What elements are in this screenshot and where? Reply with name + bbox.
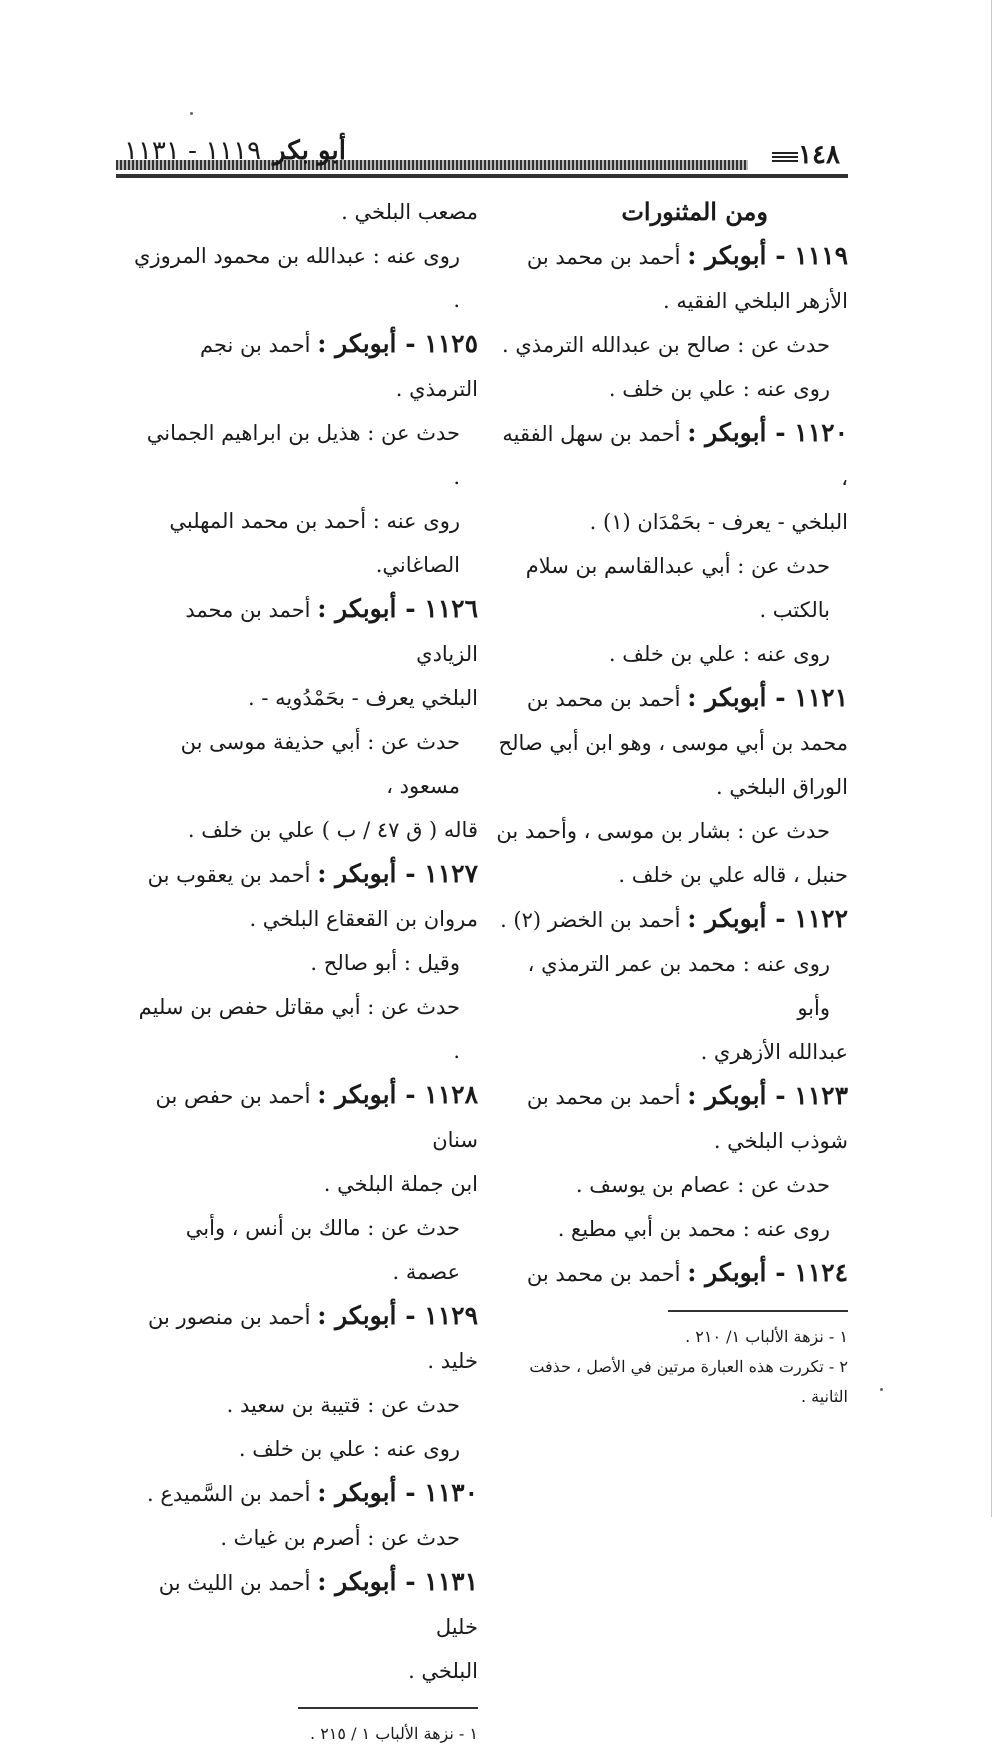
text-line (134, 1206, 478, 1294)
scan-speck (190, 112, 193, 115)
line-text: الأزهر البلخي الفقيه . (663, 289, 848, 313)
text-line (496, 544, 848, 632)
footnote-rule (668, 1310, 848, 1312)
line-text: روى عنه : علي بن خلف . (238, 1437, 460, 1461)
line-text: روى عنه : علي بن خلف . (608, 377, 830, 401)
entry-heading-line (496, 1074, 848, 1119)
line-text: حدث عن : هذيل بن ابراهيم الجماني . (146, 421, 460, 489)
line-text: وقيل : أبو صالح . (310, 951, 460, 975)
entry-number: ١١١٩ - أبوبكر : (687, 241, 848, 270)
footnote: ١ - نزهة الألباب ١ / ٢١٥ . (310, 1724, 478, 1743)
scan-speck (880, 1388, 883, 1391)
entry-number: ١١٢٤ - أبوبكر : (687, 1258, 848, 1287)
header-rule (116, 174, 848, 178)
line-text: أحمد بن سهل الفقيه ، (502, 422, 848, 490)
page-number-text: ١٤٨ (798, 140, 840, 170)
entry-heading-line (134, 587, 478, 676)
line-text: حدث عن : قتيبة بن سعيد . (226, 1393, 460, 1417)
line-text: الوراق البلخي . (716, 775, 848, 799)
running-title-text: أبو بكر (273, 136, 346, 166)
text-line (134, 1649, 478, 1693)
entry-heading-line (496, 1251, 848, 1296)
line-text: أحمد بن الليث بن خليل (158, 1571, 478, 1639)
text-line (134, 499, 478, 587)
text-line (496, 632, 848, 676)
line-text: روى عنه : أحمد بن محمد المهلبي الصاغاني. (169, 509, 460, 577)
entry-heading-line (496, 234, 848, 279)
entry-heading-line (134, 1294, 478, 1339)
text-line (496, 1030, 848, 1074)
footnote: ١ - نزهة الألباب ١/ ٢١٠ . (685, 1327, 848, 1346)
line-text: أحمد بن حفص بن سنان (155, 1084, 478, 1152)
line-text: حدث عن : أبي حذيفة موسى بن مسعود ، (180, 730, 460, 798)
entry-heading-line (496, 897, 848, 942)
line-text: أحمد بن نجم الترمذي . (199, 333, 478, 401)
text-line (496, 1163, 848, 1207)
line-text: البلخي يعرف - بحَمْدُويه - . (248, 686, 478, 710)
entry-number: ١١٢٢ - أبوبكر : (687, 904, 848, 933)
footnote: الثانية . (800, 1387, 848, 1406)
entry-heading-line (134, 852, 478, 897)
text-line (496, 1119, 848, 1163)
line-text: حدث عن : أصرم بن غياث . (220, 1526, 460, 1550)
line-text: حنبل ، قاله علي بن خلف . (618, 863, 848, 887)
entry-heading-line (496, 676, 848, 721)
text-line (134, 1383, 478, 1427)
line-text: روى عنه : عبدالله بن محمود المروزي . (134, 244, 460, 312)
text-line (496, 367, 848, 411)
text-line (134, 1427, 478, 1471)
text-line (134, 190, 478, 234)
running-title (124, 136, 346, 166)
text-line (496, 853, 848, 897)
text-line (496, 1207, 848, 1251)
page-ornament-icon (772, 150, 798, 162)
line-text: البلخي - يعرف - بحَمْدَان (١) . (589, 510, 848, 534)
line-text: أحمد بن منصور بن (148, 1305, 318, 1329)
line-text: حدث عن : مالك بن أنس ، وأبي عصمة . (185, 1216, 460, 1284)
right-column (496, 190, 848, 1412)
line-text: روى عنه : محمد بن عمر الترمذي ، وأبو (527, 952, 830, 1020)
line-text: أحمد بن الخضر (٢) . (500, 908, 688, 932)
section-title: ومن المثنورات (621, 197, 768, 226)
page-number (766, 140, 840, 170)
line-text: أحمد بن السَّميدع . (147, 1482, 318, 1506)
text-line (134, 720, 478, 808)
line-text: البلخي . (408, 1659, 478, 1683)
line-text: حدث عن : عصام بن يوسف . (575, 1173, 830, 1197)
text-line (134, 411, 478, 499)
text-line (134, 234, 478, 322)
line-text: محمد بن أبي موسى ، وهو ابن أبي صالح (498, 731, 848, 755)
entry-number: ١١٢٩ - أبوبكر : (317, 1301, 478, 1330)
text-line (134, 808, 478, 852)
entry-number: ١١٢٥ - أبوبكر : (317, 329, 478, 358)
left-column (134, 190, 478, 1749)
line-text: عبدالله الأزهري . (700, 1040, 848, 1064)
scan-edge-line (991, 0, 992, 1517)
line-text: حدث عن : صالح بن عبدالله الترمذي . (502, 333, 830, 357)
entry-heading-line (134, 322, 478, 411)
footnote: ٢ - تكررت هذه العبارة مرتين في الأصل ، حذفت (529, 1357, 848, 1376)
text-line (134, 897, 478, 941)
line-text: حدث عن : بشار بن موسى ، وأحمد بن (496, 819, 830, 843)
entry-number: ١١٢٣ - أبوبكر : (687, 1081, 848, 1110)
entry-heading-line (134, 1560, 478, 1649)
entry-number: ١١٢٧ - أبوبكر : (317, 859, 478, 888)
text-line (134, 676, 478, 720)
text-line (496, 323, 848, 367)
text-line (134, 1162, 478, 1206)
line-text: شوذب البلخي . (713, 1129, 848, 1153)
text-line (496, 500, 848, 544)
entry-number: ١١٢٨ - أبوبكر : (317, 1080, 478, 1109)
running-range: ١١١٩ - ١١٣١ (124, 136, 262, 166)
entry-number: ١١٢٦ - أبوبكر : (317, 594, 478, 623)
text-line (496, 721, 848, 765)
entry-number: ١١٣٠ - أبوبكر : (317, 1478, 478, 1507)
entry-number: ١١٢١ - أبوبكر : (687, 683, 848, 712)
entry-number: ١١٢٠ - أبوبكر : (687, 418, 848, 447)
line-text: أحمد بن محمد بن (526, 1262, 688, 1286)
text-line (134, 941, 478, 985)
entry-number: ١١٣١ - أبوبكر : (317, 1567, 478, 1596)
line-text: حدث عن : أبي مقاتل حفص بن سليم . (138, 995, 460, 1063)
entry-heading-line (134, 1471, 478, 1516)
entry-heading-line (134, 1073, 478, 1162)
line-text: روى عنه : محمد بن أبي مطيع . (557, 1217, 830, 1241)
line-text: أحمد بن محمد بن (526, 1085, 688, 1109)
line-text: أحمد بن محمد الزيادي (185, 598, 478, 666)
text-line (496, 809, 848, 853)
text-line (496, 279, 848, 323)
footnote-rule (298, 1707, 478, 1709)
text-line (496, 765, 848, 809)
text-line (134, 1339, 478, 1383)
line-text: روى عنه : علي بن خلف . (608, 642, 830, 666)
line-text: خليد . (427, 1349, 478, 1373)
line-text: أحمد بن يعقوب بن (147, 863, 318, 887)
text-line (134, 985, 478, 1073)
text-line (134, 1516, 478, 1560)
page-header (116, 132, 848, 182)
line-text: ابن جملة البلخي . (323, 1172, 478, 1196)
line-text: حدث عن : أبي عبدالقاسم بن سلام بالكتب . (525, 554, 830, 622)
line-text: قاله ( ق ٤٧ / ب ) علي بن خلف . (187, 818, 478, 842)
entry-heading-line (496, 411, 848, 500)
line-text: مصعب البلخي . (341, 200, 478, 224)
text-line (496, 942, 848, 1030)
line-text: أحمد بن محمد بن (526, 245, 688, 269)
line-text: أحمد بن محمد بن (526, 687, 688, 711)
line-text: مروان بن القعقاع البلخي . (249, 907, 478, 931)
